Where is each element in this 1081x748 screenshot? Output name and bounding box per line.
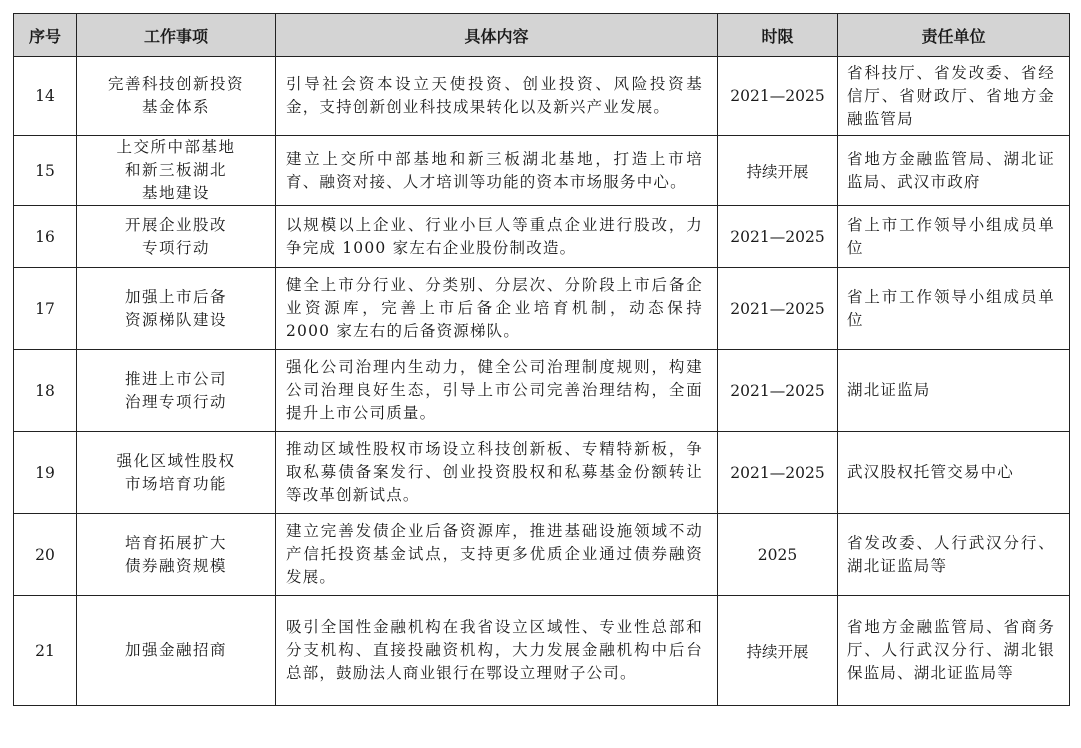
- table-row: [14, 350, 1070, 432]
- task-line: 市场培育功能: [124, 474, 227, 493]
- table-body: [14, 57, 1070, 706]
- cell-time: 2021—2025: [718, 57, 838, 136]
- cell-unit: 省科技厅、省发改委、省经信厅、省财政厅、省地方金融监管局: [838, 57, 1070, 136]
- cell-unit: 省上市工作领导小组成员单位: [838, 206, 1070, 268]
- cell-content: 吸引全国性金融机构在我省设立区域性、专业性总部和分支机构、直接投融资机构，大力发展金融机构中后台总部，鼓励法人商业银行在鄂设立理财子公司。: [276, 596, 718, 706]
- table-row: [14, 206, 1070, 268]
- cell-unit: 省地方金融监管局、湖北证监局、武汉市政府: [838, 136, 1070, 206]
- table-row: [14, 268, 1070, 350]
- cell-no: 19: [14, 432, 77, 514]
- header-content: 具体内容: [276, 14, 718, 57]
- cell-task: [77, 136, 276, 206]
- task-line: 强化区域性股权: [116, 451, 236, 470]
- task-line: 治理专项行动: [124, 392, 227, 411]
- task-line: 和新三板湖北: [124, 161, 227, 179]
- cell-task: [77, 350, 276, 432]
- cell-content: 强化公司治理内生动力，健全公司治理制度规则，构建公司治理良好生态，引导上市公司完善治理结构，全面提升上市公司质量。: [276, 350, 718, 432]
- header-task: 工作事项: [77, 14, 276, 57]
- cell-time: 2021—2025: [718, 268, 838, 350]
- cell-task: [77, 57, 276, 136]
- task-line: 培育拓展扩大: [124, 533, 227, 552]
- cell-task: [77, 206, 276, 268]
- task-line: 专项行动: [141, 238, 210, 257]
- cell-task: [77, 432, 276, 514]
- cell-time: 持续开展: [718, 596, 838, 706]
- cell-time: 2021—2025: [718, 350, 838, 432]
- cell-time: 2025: [718, 514, 838, 596]
- cell-unit: 省发改委、人行武汉分行、湖北证监局等: [838, 514, 1070, 596]
- task-line: 加强金融招商: [124, 641, 227, 659]
- cell-content: 健全上市分行业、分类别、分层次、分阶段上市后备企业资源库，完善上市后备企业培育机制，动态保持 2000 家左右的后备资源梯队。: [276, 268, 718, 350]
- task-line: 基地建设: [141, 184, 210, 202]
- task-line: 上交所中部基地: [116, 138, 236, 156]
- header-no: 序号: [14, 14, 77, 57]
- cell-task: [77, 596, 276, 706]
- table-row: [14, 432, 1070, 514]
- cell-no: 21: [14, 596, 77, 706]
- cell-time: 2021—2025: [718, 432, 838, 514]
- cell-no: 15: [14, 136, 77, 206]
- cell-no: 14: [14, 57, 77, 136]
- cell-content: 引导社会资本设立天使投资、创业投资、风险投资基金，支持创新创业科技成果转化以及新兴产业发展。: [276, 57, 718, 136]
- work-items-table: [13, 13, 1070, 706]
- table-row: [14, 136, 1070, 206]
- header-time: 时限: [718, 14, 838, 57]
- task-line: 基金体系: [141, 98, 210, 116]
- task-line: 加强上市后备: [124, 287, 227, 306]
- cell-no: 16: [14, 206, 77, 268]
- task-line: 开展企业股改: [124, 215, 227, 234]
- cell-time: 持续开展: [718, 136, 838, 206]
- cell-unit: 武汉股权托管交易中心: [838, 432, 1070, 514]
- table-row: [14, 514, 1070, 596]
- cell-unit: 湖北证监局: [838, 350, 1070, 432]
- cell-no: 20: [14, 514, 77, 596]
- cell-content: 推动区域性股权市场设立科技创新板、专精特新板，争取私募债备案发行、创业投资股权和私募基金份额转让等改革创新试点。: [276, 432, 718, 514]
- cell-no: 17: [14, 268, 77, 350]
- header-unit: 责任单位: [838, 14, 1070, 57]
- cell-content: 以规模以上企业、行业小巨人等重点企业进行股改，力争完成 1000 家左右企业股份制改造。: [276, 206, 718, 268]
- task-line: 债券融资规模: [124, 556, 227, 575]
- cell-task: [77, 514, 276, 596]
- cell-no: 18: [14, 350, 77, 432]
- cell-task: [77, 268, 276, 350]
- task-line: 资源梯队建设: [124, 310, 227, 329]
- cell-unit: 省地方金融监管局、省商务厅、人行武汉分行、湖北银保监局、湖北证监局等: [838, 596, 1070, 706]
- task-line: 推进上市公司: [124, 369, 227, 388]
- cell-content: 建立上交所中部基地和新三板湖北基地，打造上市培育、融资对接、人才培训等功能的资本市场服务中心。: [276, 136, 718, 206]
- cell-unit: 省上市工作领导小组成员单位: [838, 268, 1070, 350]
- cell-time: 2021—2025: [718, 206, 838, 268]
- header-row: [14, 14, 1070, 57]
- cell-content: 建立完善发债企业后备资源库，推进基础设施领域不动产信托投资基金试点，支持更多优质企业通过债券融资发展。: [276, 514, 718, 596]
- table-row: [14, 596, 1070, 706]
- task-line: 完善科技创新投资: [107, 75, 244, 93]
- table-row: [14, 57, 1070, 136]
